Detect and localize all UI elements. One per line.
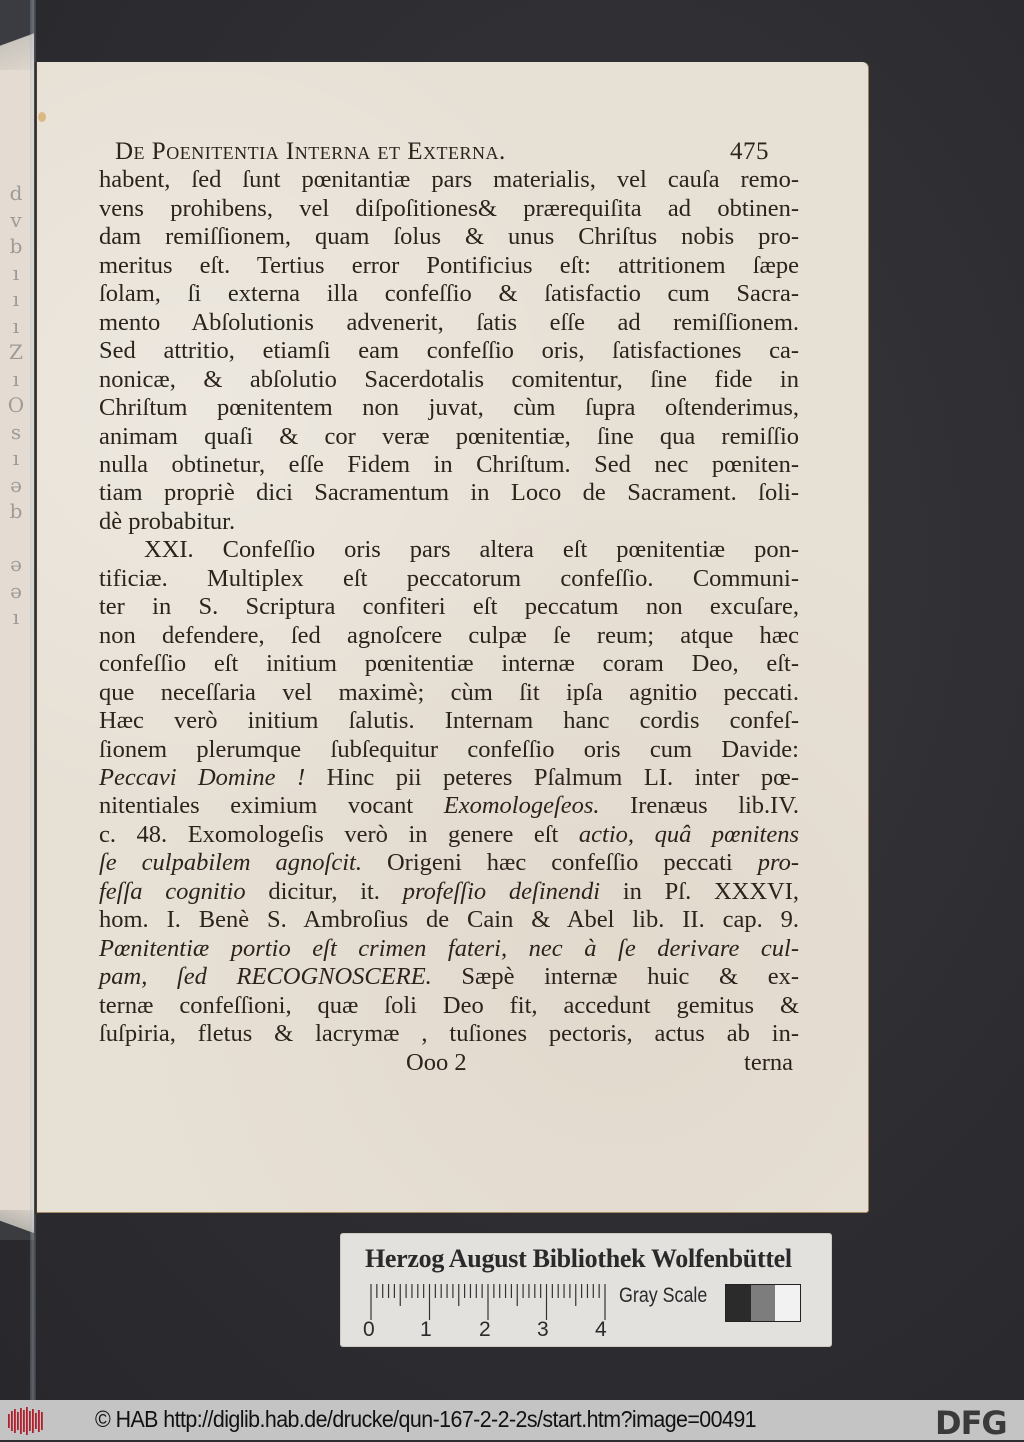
gray-swatch-dark <box>726 1285 751 1321</box>
gray-swatch-mid <box>751 1285 776 1321</box>
facing-page-char: b <box>9 234 23 258</box>
page-text <box>99 138 799 1077</box>
ruler-label: 4 <box>595 1318 607 1341</box>
italic-quote: actio, quâ pœnitens <box>578 820 799 848</box>
running-head-title: De Poenitentia Interna et Externa. <box>115 138 506 165</box>
facing-page-char: ı <box>12 605 20 629</box>
ruler-label: 3 <box>537 1318 549 1341</box>
facing-page-text <box>2 180 30 631</box>
text-run: Irenæus lib.IV. <box>599 792 800 820</box>
text-line: vens prohibens, vel diſpoſitiones& prærequiſita ad obtinen- <box>99 194 799 222</box>
facing-page-char: s <box>10 419 22 444</box>
text-line: ternæ confeſſioni, quæ ſoli Deo fit, accedunt gemitus & <box>99 991 799 1019</box>
text-run: c. 48. Exomologeſis verò in genere eſt <box>99 820 579 848</box>
text-line: nonicæ, & abſolutio Sacerdotalis comitentur, ſine fide in <box>99 365 799 393</box>
facing-page-char: Z <box>9 340 23 364</box>
text-line: dè probabitur. <box>99 507 236 535</box>
ruler-label: 1 <box>420 1318 432 1341</box>
text-line: tificiæ. Multiplex eſt peccatorum confeſſio. Communi- <box>99 564 799 592</box>
facing-page-char: ə <box>10 578 22 603</box>
text-line: hom. I. Benè S. Ambroſius de Cain & Abel lib. II. cap. 9. <box>99 906 799 934</box>
ruler-labels <box>363 1318 643 1342</box>
hab-logo-icon <box>6 1407 46 1435</box>
dfg-logo-icon: DFG <box>935 1404 1007 1442</box>
text-line: ſionem plerumque ſubſequitur confeſſio oris cum Davide: <box>99 735 799 763</box>
gray-swatch-light <box>775 1285 800 1321</box>
text-line <box>99 878 799 906</box>
card-title: Herzog August Bibliothek Wolfenbüttel <box>365 1244 792 1273</box>
italic-quote: ſe culpabilem agnoſcit. <box>99 849 362 877</box>
catchword: terna <box>744 1048 793 1076</box>
gray-scale-label: Gray Scale <box>619 1284 708 1307</box>
text-line: tiam propriè dici Sacramentum in Loco de Sacrament. ſoli- <box>99 479 799 507</box>
text-run: Sæpè internæ huic & ex- <box>431 963 799 991</box>
signature-mark: Ooo 2 <box>406 1048 467 1076</box>
copyright-url-link[interactable]: © HAB http://diglib.hab.de/drucke/qun-167-2-2-2s/start.htm?image=00491 <box>95 1406 756 1432</box>
text-line <box>99 821 799 849</box>
facing-page-char: ı <box>12 287 20 311</box>
ruler-label: 2 <box>479 1318 491 1341</box>
text-line <box>99 963 799 991</box>
text-line: mento Abſolutionis advenerit, ſatis eſſe ad remiſſionem. <box>99 308 799 336</box>
text-run: nitentiales eximium vocant <box>99 792 444 820</box>
facing-page-char: b <box>9 499 23 523</box>
text-line: Hæc verò initium ſalutis. Internam hanc cordis confeſ- <box>99 707 799 735</box>
ruler-label: 0 <box>363 1318 375 1341</box>
italic-quote: Peccavi Domine ! <box>99 763 306 791</box>
facing-page-char: O <box>7 393 25 417</box>
italic-quote: feſſa cognitio <box>99 877 246 905</box>
text-line: Sed attritio, etiamſi eam confeſſio oris, ſatisfactiones ca- <box>99 337 799 365</box>
text-line <box>99 935 799 963</box>
text-run: dicitur, it. <box>245 877 403 905</box>
facing-page-char: d <box>9 181 23 205</box>
facing-page-char: ı <box>12 313 20 338</box>
text-line: animam quaſi & cor veræ pœnitentiæ, ſine qua remiſſio <box>99 422 799 450</box>
color-reference-card <box>341 1234 831 1346</box>
text-line: confeſſio eſt initium pœnitentiæ internæ coram Deo, eſt- <box>99 650 799 678</box>
text-run: in Pſ. XXXVI, <box>600 877 800 905</box>
text-line <box>99 792 799 820</box>
facing-page-char: ı <box>12 260 20 285</box>
text-run: Hinc pii peteres Pſalmum LI. inter pœ- <box>305 763 799 791</box>
italic-term: Exomologeſeos. <box>443 792 600 820</box>
facing-page-char <box>2 525 30 552</box>
facing-page-char: ə <box>10 552 22 576</box>
italic-quote: Pœnitentiæ portio eſt crimen fateri, nec à ſe derivare cul- <box>99 934 799 962</box>
text-line: habent, ſed ſunt pœnitantiæ pars materialis, vel cauſa remo- <box>99 166 799 194</box>
footer-bar <box>0 1400 1024 1440</box>
foxing-spot <box>38 112 46 122</box>
facing-page-fold <box>0 1210 34 1240</box>
italic-quote: pro- <box>757 849 799 877</box>
facing-page-char: ə <box>10 472 22 497</box>
text-line: nulla obtinetur, eſſe Fidem in Chriſtum. Sed nec pœniten- <box>99 450 799 478</box>
italic-quote: profeſſio deſinendi <box>402 877 601 905</box>
page-number: 475 <box>730 138 769 165</box>
text-line: ter in S. Scriptura confiteri eſt peccatum non excuſare, <box>99 593 799 621</box>
facing-page-shadow <box>0 0 34 70</box>
text-line: non defendere, ſed agnoſcere culpæ ſe reum; atque hæc <box>99 621 799 649</box>
facing-page-char: ı <box>12 446 20 470</box>
running-head <box>99 138 799 166</box>
section-heading-line: XXI. Confeſſio oris pars altera eſt pœnitentiæ pon- <box>144 536 799 564</box>
text-line <box>99 764 799 792</box>
text-line: ſolam, ſi externa illa confeſſio & ſatisfactio cum Sacra- <box>99 280 799 308</box>
ruler-scale-icon <box>369 1282 609 1322</box>
text-line: dam remiſſionem, quam ſolus & unus Chriſtus nobis pro- <box>99 223 799 251</box>
text-line: meritus eſt. Tertius error Pontificius eſt: attritionem ſæpe <box>99 251 799 279</box>
text-run: Origeni hæc confeſſio peccati <box>361 849 758 877</box>
book-page <box>37 62 868 1212</box>
facing-page-char: v <box>10 207 22 232</box>
text-line: Chriſtum pœnitentem non juvat, cùm ſupra oſtenderimus, <box>99 394 799 422</box>
page-footer <box>99 1049 799 1077</box>
gray-scale-swatches <box>725 1284 801 1322</box>
italic-quote: pam, ſed RECOGNOSCERE. <box>99 963 432 991</box>
text-line <box>99 849 799 877</box>
text-line: que neceſſaria vel maximè; cùm ſit ipſa agnitio peccati. <box>99 678 799 706</box>
text-line: ſuſpiria, fletus & lacrymæ , tuſiones pectoris, actus ab in- <box>99 1020 799 1048</box>
facing-page-char: ı <box>12 366 20 391</box>
